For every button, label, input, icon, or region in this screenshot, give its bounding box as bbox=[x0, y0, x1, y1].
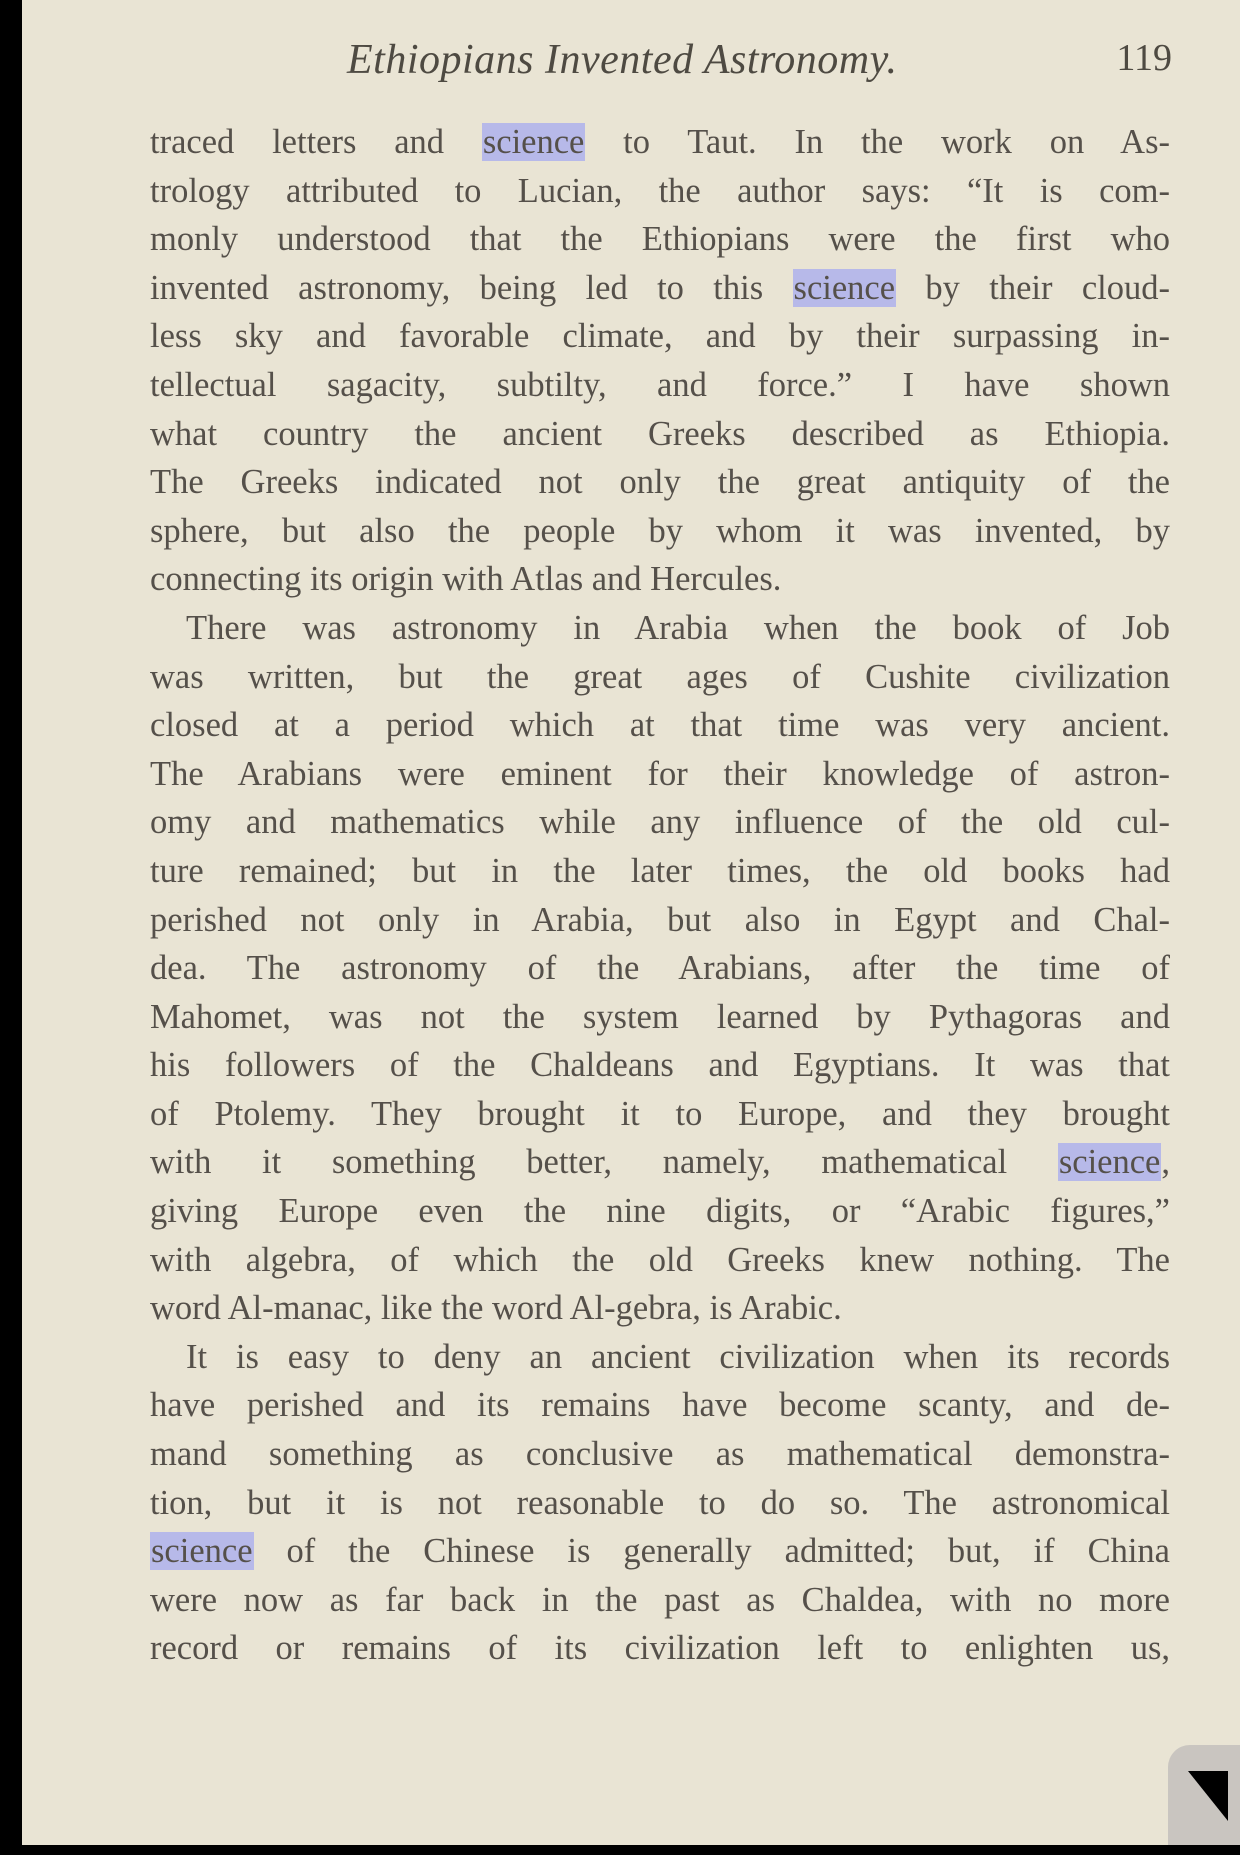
text-segment: perished not only in Arabia, but also in Egypt and Chal- bbox=[150, 900, 1170, 939]
text-segment: giving Europe even the nine digits, or “Arabic figures,” bbox=[150, 1192, 1170, 1231]
text-segment: his followers of the Chaldeans and Egyptians. It was that bbox=[150, 1046, 1170, 1085]
text-segment: what country the ancient Greeks described as Ethiopia. bbox=[150, 414, 1170, 453]
text-segment: tion, but it is not reasonable to do so. The astronomical bbox=[150, 1483, 1170, 1522]
page-body-text bbox=[150, 118, 1170, 1673]
search-highlight[interactable]: science bbox=[151, 1532, 253, 1571]
text-line bbox=[150, 1430, 1170, 1479]
text-segment: sphere, but also the people by whom it was invented, by bbox=[150, 511, 1170, 550]
paragraph bbox=[150, 118, 1170, 604]
text-line bbox=[150, 555, 1170, 604]
text-line bbox=[150, 944, 1170, 993]
text-line bbox=[150, 1624, 1170, 1673]
text-segment: to Taut. In the work on As- bbox=[585, 123, 1170, 161]
text-segment: closed at a period which at that time was very ancient. bbox=[150, 706, 1170, 745]
text-segment: word Al-manac, like the word Al-gebra, is Arabic. bbox=[150, 1289, 842, 1328]
text-line bbox=[150, 1187, 1170, 1236]
text-segment: was written, but the great ages of Cushite civilization bbox=[150, 657, 1170, 696]
search-highlight[interactable]: science bbox=[793, 268, 896, 307]
page-number: 119 bbox=[1116, 37, 1172, 79]
text-segment: connecting its origin with Atlas and Hercules. bbox=[150, 560, 782, 599]
running-head bbox=[22, 30, 1172, 100]
text-segment: mand something as conclusive as mathematical demonstra- bbox=[150, 1435, 1170, 1474]
text-line bbox=[150, 1381, 1170, 1430]
text-segment: omy and mathematics while any influence of the old cul- bbox=[150, 803, 1170, 842]
text-line bbox=[150, 1576, 1170, 1625]
text-segment: There was astronomy in Arabia when the book of Job bbox=[186, 608, 1170, 647]
text-line bbox=[150, 896, 1170, 945]
page-curl-icon bbox=[1188, 1771, 1228, 1827]
text-line bbox=[150, 604, 1170, 653]
book-page bbox=[22, 0, 1240, 1845]
paragraph bbox=[150, 1333, 1170, 1673]
text-segment: with it something better, namely, mathematical bbox=[150, 1143, 1058, 1182]
running-title: Ethiopians Invented Astronomy. bbox=[347, 37, 898, 83]
text-segment: have perished and its remains have become scanty, and de- bbox=[150, 1386, 1170, 1425]
text-line bbox=[150, 993, 1170, 1042]
text-line bbox=[150, 1333, 1170, 1382]
text-segment: trology attributed to Lucian, the author says: “It is com- bbox=[150, 171, 1170, 210]
text-line bbox=[150, 118, 1170, 167]
search-highlight[interactable]: science bbox=[482, 123, 585, 161]
text-segment: Mahomet, was not the system learned by Pythagoras and bbox=[150, 997, 1170, 1036]
text-line bbox=[150, 458, 1170, 507]
text-line bbox=[150, 1284, 1170, 1333]
text-segment: of the Chinese is generally admitted; but, if China bbox=[253, 1532, 1170, 1571]
text-segment: dea. The astronomy of the Arabians, after the time of bbox=[150, 949, 1170, 988]
text-line bbox=[150, 798, 1170, 847]
text-line bbox=[150, 410, 1170, 459]
text-line bbox=[150, 312, 1170, 361]
text-line bbox=[150, 167, 1170, 216]
text-line bbox=[150, 750, 1170, 799]
text-line bbox=[150, 1041, 1170, 1090]
text-segment: tellectual sagacity, subtilty, and force.” I have shown bbox=[150, 365, 1170, 404]
text-line bbox=[150, 653, 1170, 702]
text-line bbox=[150, 215, 1170, 264]
text-segment: , bbox=[1161, 1143, 1170, 1182]
text-segment: It is easy to deny an ancient civilization when its records bbox=[186, 1337, 1170, 1376]
text-segment: The Arabians were eminent for their knowledge of astron- bbox=[150, 754, 1170, 793]
text-line bbox=[150, 701, 1170, 750]
text-line bbox=[150, 361, 1170, 410]
text-segment: were now as far back in the past as Chaldea, with no more bbox=[150, 1580, 1170, 1619]
text-segment: of Ptolemy. They brought it to Europe, and they brought bbox=[150, 1094, 1170, 1133]
text-segment: invented astronomy, being led to this bbox=[150, 268, 793, 307]
viewer-bottom-edge bbox=[0, 1845, 1240, 1855]
next-page-button[interactable] bbox=[1168, 1745, 1240, 1845]
text-segment: ture remained; but in the later times, the old books had bbox=[150, 851, 1170, 890]
text-segment: with algebra, of which the old Greeks knew nothing. The bbox=[150, 1240, 1170, 1279]
text-line bbox=[150, 507, 1170, 556]
text-segment: less sky and favorable climate, and by their surpassing in- bbox=[150, 317, 1170, 356]
text-segment: by their cloud- bbox=[896, 268, 1170, 307]
text-segment: record or remains of its civilization left to enlighten us, bbox=[150, 1629, 1170, 1668]
text-line bbox=[150, 1527, 1170, 1576]
text-line bbox=[150, 847, 1170, 896]
paragraph bbox=[150, 604, 1170, 1333]
text-line bbox=[150, 1138, 1170, 1187]
text-segment: monly understood that the Ethiopians were the first who bbox=[150, 220, 1170, 259]
text-line bbox=[150, 1090, 1170, 1139]
text-line bbox=[150, 1479, 1170, 1528]
text-segment: The Greeks indicated not only the great antiquity of the bbox=[150, 463, 1170, 502]
text-segment: traced letters and bbox=[150, 123, 482, 161]
text-line bbox=[150, 264, 1170, 313]
search-highlight[interactable]: science bbox=[1058, 1143, 1161, 1182]
text-line bbox=[150, 1236, 1170, 1285]
